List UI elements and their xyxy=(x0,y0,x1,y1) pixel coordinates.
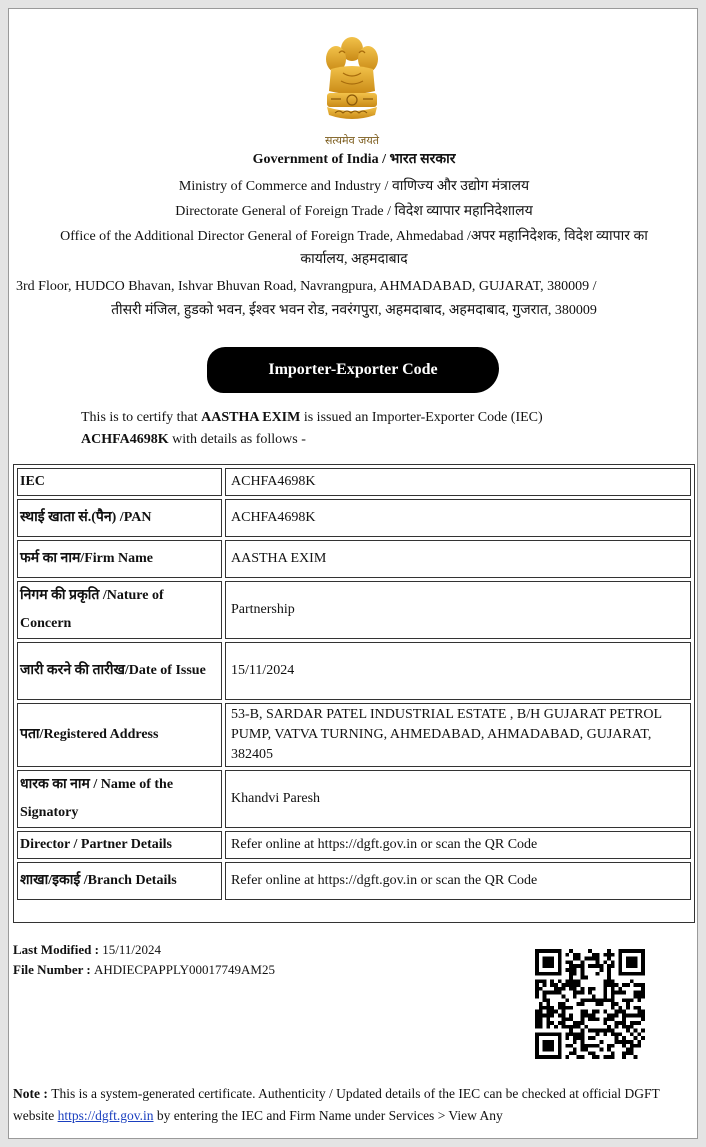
government-title: Government of India / भारत सरकार xyxy=(252,152,456,167)
firm-name-value: AASTHA EXIM xyxy=(225,540,691,578)
ministry-line: Ministry of Commerce and Industry / वाणिज्य और उद्योग मंत्रालय xyxy=(178,179,530,194)
signatory-value: Khandvi Paresh xyxy=(225,770,691,828)
file-number xyxy=(13,961,275,979)
office-address-hindi: तीसरी मंजिल, हुडको भवन, ईश्वर भवन रोड, नवरंगपुरा, अहमदाबाद, अहमदाबाद, गुजरात, 380009 xyxy=(111,303,597,318)
directorate-line: Directorate General of Foreign Trade / विदेश व्यापार महानिदेशालय xyxy=(175,204,533,219)
note-label: Note : xyxy=(13,1086,52,1101)
pan-label: स्थाई खाता सं.(पैन) /PAN xyxy=(17,499,222,537)
file-number-label: File Number : xyxy=(13,962,94,977)
registered-address-value: 53-B, SARDAR PATEL INDUSTRIAL ESTATE , B/H GUJARAT PETROL PUMP, VATVA TURNING, AHMEDABAD, AHMADABAD, GUJARAT, 382405 xyxy=(225,703,691,767)
office-line: Office of the Additional Director General of Foreign Trade, Ahmedabad /अपर महानिदेशक, विदेश व्यापार का xyxy=(60,229,648,244)
details-table xyxy=(13,464,695,923)
footer-note xyxy=(13,1083,693,1127)
date-of-issue-value: 15/11/2024 xyxy=(225,642,691,700)
note-text: This is a system-generated certificate. Authenticity / Updated details of the IEC can be checked at official DGFT website xyxy=(13,1086,660,1123)
table-row xyxy=(17,831,691,859)
qr-code[interactable] xyxy=(535,949,645,1059)
table-row xyxy=(17,581,691,639)
table-row xyxy=(17,862,691,900)
table-row xyxy=(17,468,691,496)
branch-details-value: Refer online at https://dgft.gov.in or scan the QR Code xyxy=(225,862,691,900)
last-modified-value: 15/11/2024 xyxy=(102,942,161,957)
certify-middle: is issued an Importer-Exporter Code (IEC) xyxy=(300,410,543,425)
certify-firm-name: AASTHA EXIM xyxy=(201,410,301,425)
table-row xyxy=(17,540,691,578)
emblem-motto: सत्यमेव जयते xyxy=(324,134,379,147)
registered-address-label: पता/Registered Address xyxy=(17,703,222,767)
pan-value: ACHFA4698K xyxy=(225,499,691,537)
lion-capital-icon xyxy=(319,33,385,133)
nature-of-concern-value: Partnership xyxy=(225,581,691,639)
document-title-banner: Importer-Exporter Code xyxy=(207,347,499,393)
firm-name-label: फर्म का नाम/Firm Name xyxy=(17,540,222,578)
iec-label: IEC xyxy=(17,468,222,496)
file-number-value: AHDIECPAPPLY00017749AM25 xyxy=(94,962,275,977)
certify-iec: ACHFA4698K xyxy=(81,432,169,447)
table-row xyxy=(17,499,691,537)
signatory-label: धारक का नाम / Name of the Signatory xyxy=(17,770,222,828)
last-modified xyxy=(13,941,161,959)
certify-suffix: with details as follows - xyxy=(168,432,306,447)
national-emblem xyxy=(319,33,385,151)
office-line-hindi: कार्यालय, अहमदाबाद xyxy=(300,252,408,267)
table-row xyxy=(17,703,691,767)
note-text-continued: by entering the IEC and Firm Name under Services > View Any xyxy=(153,1108,503,1123)
table-row xyxy=(17,642,691,700)
certificate-page xyxy=(8,8,698,1139)
office-address-english: 3rd Floor, HUDCO Bhavan, Ishvar Bhuvan Road, Navrangpura, AHMADABAD, GUJARAT, 380009 / xyxy=(16,279,597,294)
last-modified-label: Last Modified : xyxy=(13,942,103,957)
nature-of-concern-label: निगम की प्रकृति /Nature of Concern xyxy=(17,581,222,639)
partner-details-label: Director / Partner Details xyxy=(17,831,222,859)
certify-prefix: This is to certify that xyxy=(81,410,202,425)
date-of-issue-label: जारी करने की तारीख/Date of Issue xyxy=(17,642,222,700)
iec-value: ACHFA4698K xyxy=(225,468,691,496)
table-row xyxy=(17,770,691,828)
partner-details-value: Refer online at https://dgft.gov.in or scan the QR Code xyxy=(225,831,691,859)
branch-details-label: शाखा/इकाई /Branch Details xyxy=(17,862,222,900)
dgft-website-link[interactable]: https://dgft.gov.in xyxy=(57,1108,154,1123)
certification-statement xyxy=(81,407,543,451)
